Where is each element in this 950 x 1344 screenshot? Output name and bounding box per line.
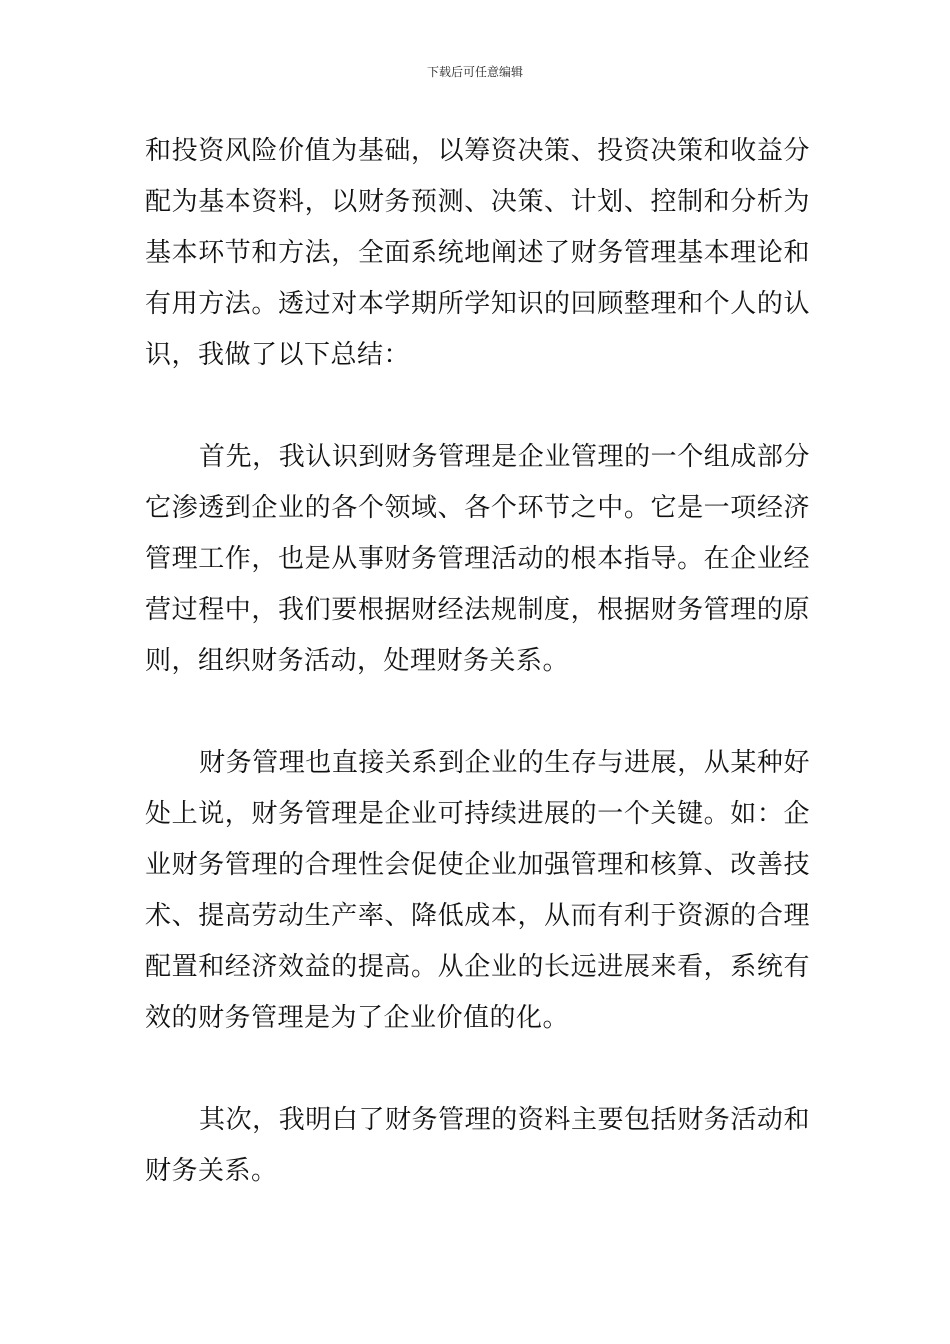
paragraph-4: 其次，我明白了财务管理的资料主要包括财务活动和财务关系。: [145, 1105, 810, 1186]
paragraph-spacer: [145, 687, 810, 738]
paragraph-2: 首先，我认识到财务管理是企业管理的一个组成部分它渗透到企业的各个领域、各个环节之中。它是一项经济管理工作，也是从事财务管理活动的根本指导。在企业经营过程中，我们要根据财经法规制度，根据财务管理的原则，组织财务活动，处理财务关系。: [145, 442, 810, 676]
paragraph-spacer: [145, 381, 810, 432]
page-header: 下载后可任意编辑: [426, 65, 523, 79]
paragraph-spacer: [145, 1044, 810, 1095]
document-body: [145, 126, 810, 1197]
paragraph-3: 财务管理也直接关系到企业的生存与进展，从某种好处上说，财务管理是企业可持续进展的一个关键。如：企业财务管理的合理性会促使企业加强管理和核算、改善技术、提高劳动生产率、降低成本，从而有利于资源的合理配置和经济效益的提高。从企业的长远进展来看，系统有效的财务管理是为了企业价值的化。: [145, 748, 810, 1033]
paragraph-1: 和投资风险价值为基础，以筹资决策、投资决策和收益分配为基本资料，以财务预测、决策、计划、控制和分析为基本环节和方法，全面系统地阐述了财务管理基本理论和有用方法。透过对本学期所学知识的回顾整理和个人的认识，我做了以下总结：: [145, 136, 810, 370]
